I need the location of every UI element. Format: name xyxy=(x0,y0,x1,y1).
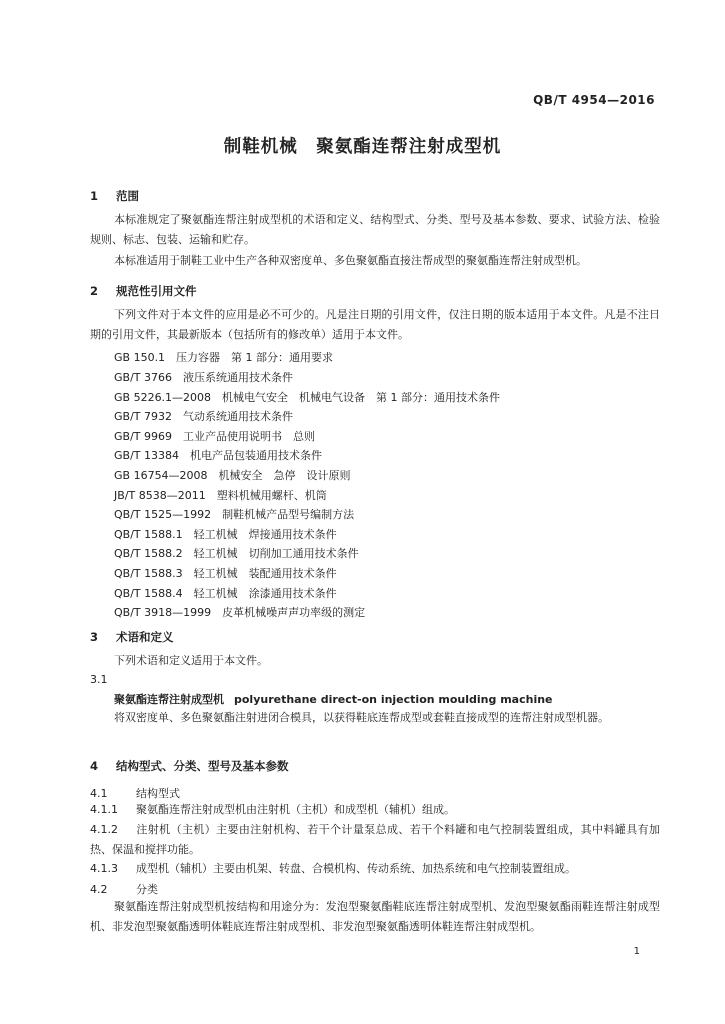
clause-number: 4.1.2 xyxy=(90,823,118,836)
reference-item: GB 150.1 压力容器 第 1 部分：通用要求 xyxy=(114,351,334,364)
reference-item: QB/T 1588.4 轻工机械 涂漆通用技术条件 xyxy=(114,587,337,600)
clause-4-1-2 xyxy=(90,820,660,859)
subsection-number: 4.2 xyxy=(90,883,108,896)
section-number: 3 xyxy=(90,630,99,644)
clause-text: 聚氨酯连帮注射成型机由注射机（主机）和成型机（辅机）组成。 xyxy=(136,803,455,816)
subsection-4-2-paragraph: 聚氨酯连帮注射成型机按结构和用途分为：发泡型聚氨酯鞋底连帮注射成型机、发泡型聚氨酯雨鞋连帮注射成型机、非发泡型聚氨酯透明体鞋底连帮注射成型机、非发泡型聚氨酯透明体鞋连帮注射成型机。 xyxy=(90,900,660,933)
section-3-heading xyxy=(90,629,174,645)
subsection-title: 分类 xyxy=(136,883,158,896)
section-number: 4 xyxy=(90,759,99,773)
section-1-paragraph-2: 本标准适用于制鞋工业中生产各种双密度单、多色聚氨酯直接注帮成型的聚氨酯连帮注射成型机。 xyxy=(114,254,587,267)
subsection-4-2-heading xyxy=(90,881,158,897)
subsection-4-1-heading xyxy=(90,785,180,801)
reference-item: GB 16754—2008 机械安全 急停 设计原则 xyxy=(114,469,351,482)
clause-text: 成型机（辅机）主要由机架、转盘、合模机构、传动系统、加热系统和电气控制装置组成。 xyxy=(136,862,576,875)
term-definition: 将双密度单、多色聚氨酯注射进闭合模具，以获得鞋底连帮成型或套鞋直接成型的连帮注射成型机器。 xyxy=(114,711,609,724)
subsection-title: 结构型式 xyxy=(136,787,180,800)
standard-number: QB/T 4954—2016 xyxy=(533,93,655,107)
section-1-paragraph-1: 本标准规定了聚氨酯连帮注射成型机的术语和定义、结构型式、分类、型号及基本参数、要求、试验方法、检验规则、标志、包装、运输和贮存。 xyxy=(90,213,660,246)
reference-item: GB 5226.1—2008 机械电气安全 机械电气设备 第 1 部分：通用技术条件 xyxy=(114,391,501,404)
section-4-heading xyxy=(90,758,289,774)
section-title: 结构型式、分类、型号及基本参数 xyxy=(116,759,289,773)
subsection-number: 4.1 xyxy=(90,787,108,800)
page-number: 1 xyxy=(633,946,640,957)
clause-4-1-3 xyxy=(90,859,660,879)
reference-item: GB/T 7932 气动系统通用技术条件 xyxy=(114,410,293,423)
term-chinese: 聚氨酯连帮注射成型机 xyxy=(114,693,224,706)
reference-item: QB/T 3918—1999 皮革机械噪声声功率级的测定 xyxy=(114,606,366,619)
clause-number: 4.1.1 xyxy=(90,803,118,816)
section-title: 术语和定义 xyxy=(116,630,174,644)
section-title: 规范性引用文件 xyxy=(116,284,197,298)
reference-item: JB/T 8538—2011 塑料机械用螺杆、机筒 xyxy=(114,489,327,502)
clause-number: 4.1.3 xyxy=(90,862,118,875)
section-1-heading xyxy=(90,188,139,204)
reference-item: QB/T 1588.3 轻工机械 装配通用技术条件 xyxy=(114,567,337,580)
section-2-heading xyxy=(90,283,197,299)
reference-item: GB/T 9969 工业产品使用说明书 总则 xyxy=(114,430,315,443)
document-title: 制鞋机械 聚氨酯连帮注射成型机 xyxy=(223,137,502,157)
section-2-paragraph-1: 下列文件对于本文件的应用是必不可少的。凡是注日期的引用文件，仅注日期的版本适用于本文件。凡是不注日期的引用文件，其最新版本（包括所有的修改单）适用于本文件。 xyxy=(90,308,660,341)
term-english: polyurethane direct-on injection moulding machine xyxy=(234,693,553,706)
clause-4-1-1 xyxy=(90,800,660,820)
section-title: 范围 xyxy=(116,189,139,203)
reference-item: GB/T 13384 机电产品包装通用技术条件 xyxy=(114,449,322,462)
reference-item: GB/T 3766 液压系统通用技术条件 xyxy=(114,371,293,384)
term-number: 3.1 xyxy=(90,673,108,686)
reference-item: QB/T 1588.2 轻工机械 切削加工通用技术条件 xyxy=(114,547,359,560)
section-3-paragraph-1: 下列术语和定义适用于本文件。 xyxy=(114,654,268,667)
reference-item: QB/T 1588.1 轻工机械 焊接通用技术条件 xyxy=(114,528,337,541)
term-heading xyxy=(114,691,553,707)
section-number: 2 xyxy=(90,284,99,298)
clause-text: 注射机（主机）主要由注射机构、若干个计量泵总成、若干个料罐和电气控制装置组成，其中料罐具有加热、保温和搅拌功能。 xyxy=(90,823,660,856)
section-number: 1 xyxy=(90,189,99,203)
reference-item: QB/T 1525—1992 制鞋机械产品型号编制方法 xyxy=(114,508,355,521)
